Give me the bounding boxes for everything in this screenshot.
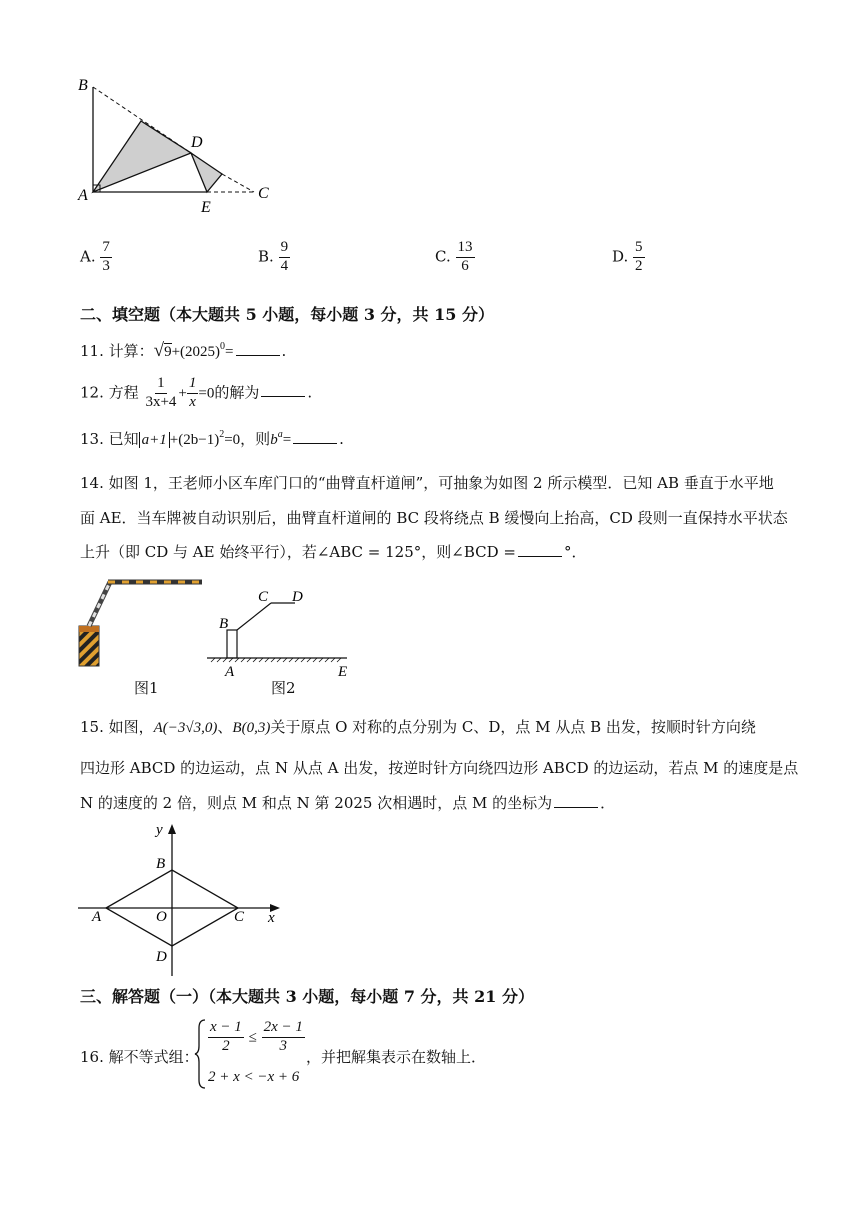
- q12-f1-num: 1: [155, 376, 167, 394]
- label-a: A: [92, 909, 102, 925]
- label-b: B: [156, 856, 166, 872]
- q11-equals: =: [225, 344, 234, 360]
- question-13: [80, 428, 344, 449]
- choice-b-fraction: [279, 240, 291, 275]
- label-c: C: [234, 909, 245, 925]
- q12-number: 12.: [80, 383, 104, 402]
- q16-le: ≤: [248, 1029, 257, 1046]
- choice-c: [435, 240, 475, 275]
- q13-then: ，则: [240, 430, 271, 448]
- q14-answer-blank[interactable]: [518, 542, 562, 557]
- sqrt-symbol: √: [153, 340, 165, 361]
- q13-exponent-a: a: [277, 429, 283, 440]
- choice-c-num: 13: [456, 240, 475, 258]
- q13-answer-blank[interactable]: [293, 429, 337, 444]
- q13-eq2: =: [282, 432, 292, 448]
- q16-inequality-2: 2 + x < −x + 6: [208, 1069, 300, 1085]
- q13-end: .: [339, 430, 344, 448]
- q15-point-a: A(−3√3,0): [153, 720, 218, 736]
- q12-answer-blank[interactable]: [261, 382, 305, 397]
- q16-f1-num: x − 1: [208, 1020, 244, 1038]
- q15-line-2: 四边形 ABCD 的边运动，点 N 从点 A 出发，按逆时针方向绕四边形 ABCD 的边运动，若点 M 的速度是点: [80, 759, 799, 777]
- q13-eq: =0: [224, 432, 241, 448]
- question-11: [80, 340, 286, 362]
- choice-d-letter: D.: [612, 247, 629, 266]
- q14-figure-1: [74, 574, 206, 674]
- q16-f2-den: 3: [279, 1037, 287, 1054]
- q14-line-2: 面 AE．当车牌被自动识别后，曲臂直杆道闸的 BC 段将绕点 B 缓慢向上抬高，CD 段则一直保持水平状态: [80, 509, 788, 527]
- label-d: D: [292, 589, 303, 605]
- q13-mid: +(2b−1): [169, 432, 220, 448]
- q12-fraction-1: [143, 376, 178, 411]
- q12-end: .: [307, 383, 313, 402]
- q13-prefix: 已知: [108, 430, 139, 448]
- q15-separator: 、: [217, 718, 233, 736]
- label-a: A: [78, 187, 88, 204]
- q12-prefix: 方程: [108, 383, 139, 402]
- choice-d-num: 5: [633, 240, 645, 258]
- choice-c-fraction: [456, 240, 475, 275]
- choice-b-den: 4: [280, 257, 289, 274]
- choice-c-den: 6: [461, 257, 469, 274]
- section-3-title: 三、解答题（一）（本大题共 3 小题，每小题 7 分，共 21 分）: [80, 987, 534, 1006]
- label-e: E: [201, 199, 211, 216]
- q12-f1-den: 3x+4: [145, 393, 177, 410]
- q16-inequality-1: [208, 1020, 305, 1055]
- q16-brace: [194, 1018, 206, 1090]
- q14-line-1: 14. 如图 1，王老师小区车库门口的“曲臂直杆道闸”，可抽象为如图 2 所示模型．已知 AB 垂直于水平地: [80, 474, 774, 492]
- choice-d-fraction: [633, 240, 645, 275]
- q15-line-1: [80, 716, 756, 737]
- label-o: O: [156, 909, 167, 925]
- q15-answer-blank[interactable]: [554, 793, 598, 808]
- q15-point-b: B(0,3): [232, 720, 271, 736]
- shaded-triangle-2: [191, 153, 222, 192]
- q15-line-1-rest: 关于原点 O 对称的点分别为 C、D，点 M 从点 B 出发，按顺时针方向绕: [270, 718, 756, 736]
- y-axis-arrow: [168, 824, 176, 834]
- q12-suffix: 的解为: [214, 383, 260, 402]
- shaded-triangle-1: [93, 121, 191, 192]
- label-a: A: [225, 664, 235, 680]
- q14-line-3-end: °．: [563, 543, 587, 561]
- q15-line-3: [80, 792, 615, 813]
- gate-post-cap: [79, 626, 99, 632]
- q15-line-1-prefix: 15. 如图，: [80, 718, 154, 736]
- q11-answer-blank[interactable]: [236, 341, 280, 356]
- q15-figure: [76, 818, 286, 978]
- q14-line-3: [80, 541, 587, 562]
- q12-plus: +: [178, 385, 187, 402]
- choice-b-num: 9: [279, 240, 291, 258]
- section-2-title: 二、填空题（本大题共 5 小题，每小题 3 分，共 15 分）: [80, 305, 494, 324]
- q11-exponent: 0: [220, 341, 226, 352]
- label-d: D: [191, 134, 203, 151]
- choice-a: [80, 240, 112, 275]
- choice-c-letter: C.: [435, 247, 451, 266]
- choice-a-num: 7: [100, 240, 112, 258]
- q16-fraction-2: [262, 1020, 305, 1055]
- q16-prefix: 16. 解不等式组：: [80, 1048, 199, 1066]
- label-d: D: [156, 949, 167, 965]
- q11-end: .: [281, 342, 287, 360]
- label-c: C: [258, 185, 269, 202]
- label-b: B: [78, 77, 88, 94]
- q12-eq: =0: [198, 385, 215, 402]
- q16-f2-num: 2x − 1: [262, 1020, 305, 1038]
- q11-expr2: +(2025): [171, 344, 221, 360]
- label-x: x: [268, 910, 275, 926]
- q14-fig1-caption: 图1: [134, 679, 159, 697]
- choice-a-fraction: [100, 240, 112, 275]
- q11-number: 11.: [80, 342, 104, 360]
- label-b: B: [219, 616, 229, 632]
- label-y: y: [156, 822, 163, 838]
- q14-figure-2: [205, 584, 355, 684]
- choice-d-den: 2: [635, 257, 643, 274]
- q16-suffix: ，并把解集表示在数轴上．: [306, 1048, 487, 1066]
- choice-a-den: 3: [102, 257, 110, 274]
- q12-f2-den: x: [189, 393, 196, 410]
- q15-line-3-text: N 的速度的 2 倍，则点 M 和点 N 第 2025 次相遇时，点 M 的坐标为: [80, 794, 553, 812]
- q11-radicand: 9: [164, 344, 172, 360]
- q13-number: 13.: [80, 430, 104, 448]
- q13-exponent: 2: [219, 429, 225, 440]
- q14-fig2-caption: 图2: [271, 679, 296, 697]
- q11-prefix: 计算：: [108, 342, 154, 360]
- label-c: C: [258, 589, 269, 605]
- q16-fraction-1: [208, 1020, 244, 1055]
- label-e: E: [338, 664, 348, 680]
- left-brace-icon: [194, 1018, 206, 1090]
- choice-b-letter: B.: [258, 247, 274, 266]
- q16-f1-den: 2: [222, 1037, 230, 1054]
- choice-b: [258, 240, 290, 275]
- q12-f2-num: 1: [187, 376, 199, 394]
- q15-line-3-end: ．: [600, 794, 616, 812]
- q10-figure: [70, 70, 290, 220]
- choice-a-letter: A.: [80, 247, 96, 266]
- q14-line-3-text: 上升（即 CD 与 AE 始终平行），若∠ABC = 125°，则∠BCD =: [80, 543, 516, 561]
- choice-d: [612, 240, 645, 275]
- q13-absolute-value: a+1: [139, 432, 170, 448]
- dashed-bc-lower: [222, 174, 254, 192]
- segment-bc: [237, 603, 271, 630]
- question-12: [80, 376, 312, 411]
- q12-fraction-2: [187, 376, 199, 411]
- q13-base: b: [270, 432, 278, 448]
- post-ab: [227, 630, 237, 658]
